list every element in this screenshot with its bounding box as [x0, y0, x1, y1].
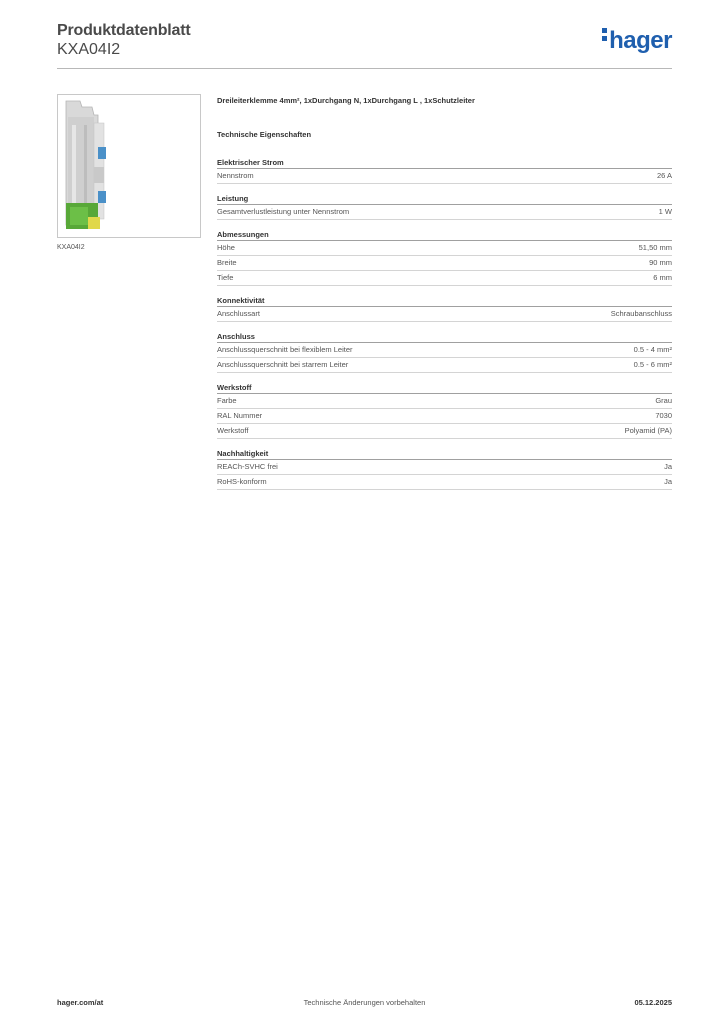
spec-value: 0.5 - 6 mm²: [633, 360, 672, 369]
spec-label: Werkstoff: [217, 426, 249, 435]
spec-row: [217, 460, 672, 475]
footer-website-link[interactable]: hager.com/at: [57, 998, 104, 1007]
spec-value: 90 mm: [649, 258, 672, 267]
spec-label: Tiefe: [217, 273, 234, 282]
section-title: Elektrischer Strom: [217, 156, 672, 169]
spec-row: [217, 358, 672, 373]
spec-row: [217, 205, 672, 220]
section-title: Anschluss: [217, 330, 672, 343]
technical-properties-title: Technische Eigenschaften: [217, 130, 312, 139]
section-title: Konnektivität: [217, 294, 672, 307]
spec-section-abmessungen: [217, 228, 672, 286]
spec-label: Farbe: [217, 396, 237, 405]
spec-label: REACh-SVHC frei: [217, 462, 278, 471]
spec-row: [217, 271, 672, 286]
footer-notice: Technische Änderungen vorbehalten: [303, 998, 426, 1007]
image-caption: KXA04I2: [57, 244, 85, 251]
page-footer: [57, 998, 672, 1010]
spec-row: [217, 307, 672, 322]
product-description: Dreileiterklemme 4mm², 1xDurchgang N, 1xDurchgang L , 1xSchutzleiter: [217, 96, 475, 105]
spec-value: 7030: [655, 411, 672, 420]
spec-label: RoHS-konform: [217, 477, 267, 486]
spec-row: [217, 343, 672, 358]
spec-value: 0.5 - 4 mm²: [633, 345, 672, 354]
spec-section-konnektivitaet: [217, 294, 672, 322]
spec-label: Anschlussart: [217, 309, 260, 318]
terminal-block-icon: [58, 95, 200, 237]
spec-label: Breite: [217, 258, 237, 267]
spec-section-anschluss: [217, 330, 672, 373]
spec-row: [217, 394, 672, 409]
section-title: Werkstoff: [217, 381, 672, 394]
section-title: Nachhaltigkeit: [217, 447, 672, 460]
spec-value: Schraubanschluss: [610, 309, 672, 318]
spec-row: [217, 409, 672, 424]
spec-label: Gesamtverlustleistung unter Nennstrom: [217, 207, 350, 216]
product-image: [57, 94, 201, 238]
spec-row: [217, 241, 672, 256]
spec-section-leistung: [217, 192, 672, 220]
section-title: Abmessungen: [217, 228, 672, 241]
spec-value: Ja: [664, 462, 672, 471]
spec-label: Nennstrom: [217, 171, 254, 180]
spec-row: [217, 169, 672, 184]
spec-value: 26 A: [656, 171, 672, 180]
spec-value: Polyamid (PA): [624, 426, 672, 435]
spec-section-nachhaltigkeit: [217, 447, 672, 490]
section-title: Leistung: [217, 192, 672, 205]
page-title: Produktdatenblatt: [57, 22, 191, 39]
spec-content: [217, 96, 672, 498]
spec-value: 6 mm: [653, 273, 672, 282]
spec-section-werkstoff: [217, 381, 672, 439]
spec-row: [217, 475, 672, 490]
spec-value: 1 W: [658, 207, 672, 216]
hager-logo: [602, 27, 672, 55]
spec-value: Grau: [655, 396, 672, 405]
spec-label: RAL Nummer: [217, 411, 263, 420]
spec-label: Anschlussquerschnitt bei flexiblem Leiter: [217, 345, 353, 354]
spec-section-elektrischer-strom: [217, 156, 672, 184]
spec-value: Ja: [664, 477, 672, 486]
spec-row: [217, 424, 672, 439]
page-header: [57, 22, 672, 69]
article-number: KXA04I2: [57, 41, 121, 58]
spec-row: [217, 256, 672, 271]
logo-dots-icon: [602, 28, 608, 44]
spec-label: Anschlussquerschnitt bei starrem Leiter: [217, 360, 349, 369]
spec-value: 51,50 mm: [638, 243, 672, 252]
spec-label: Höhe: [217, 243, 235, 252]
logo-text: hager: [609, 27, 672, 54]
footer-date: 05.12.2025: [634, 998, 672, 1007]
